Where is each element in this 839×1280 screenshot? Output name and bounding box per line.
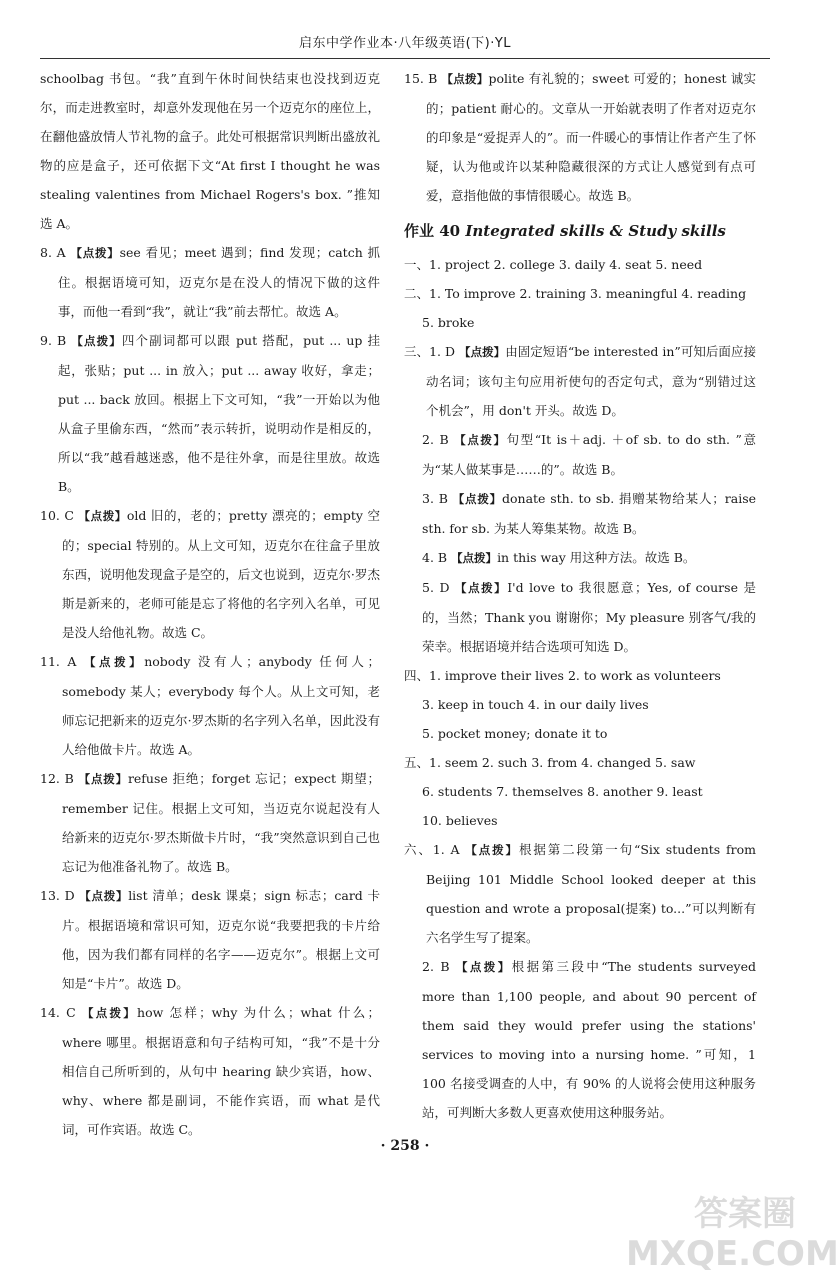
left-paragraph-4: 11. A 【点拨】nobody 没有人；anybody 任何人；somebody 某人；everybody 每个人。从上文可知，老师忘记把新来的迈克尔·罗杰斯的名字列入名单，因此没有人给他做卡片。故选 A。 [40,654,380,757]
right-paragraph-1: 二、1. To improve 2. training 3. meaningful 4. reading [404,286,747,301]
hint-tag: 【点拨】 [441,72,489,86]
right-column [404,64,756,1127]
right-paragraph-11: 五、1. seem 2. such 3. from 4. changed 5. saw [404,755,696,770]
right-paragraph-9: 3. keep in touch 4. in our daily lives [422,697,649,712]
section-label: 作业 40 [404,222,461,240]
answer-item-15: 15. B 【点拨】polite 有礼貌的；sweet 可爱的；honest 诚实的；patient 耐心的。文章从一开始就表明了作者对迈克尔的印象是“爱捉弄人的”。而一件暖心的事情让作者产生了怀疑，认为他或许以某种隐藏很深的方式让人感觉到有点可爱，意指他做的事情很暖心。故选 B。 [404,71,757,203]
left-paragraph-3: 10. C 【点拨】old 旧的，老的；pretty 漂亮的；empty 空的；special 特别的。从上文可知，迈克尔在往盒子里放东西，说明他发现盒子是空的，后文也说到，迈克尔·罗杰斯是新来的，老师可能是忘了将他的名字列入名单，可见是没人给他礼物。故选 C。 [40,508,380,640]
right-paragraph-13: 10. believes [422,813,498,828]
hint-tag: 【点拨】 [83,655,145,669]
page-header: 启东中学作业本·八年级英语(下)·YL [40,30,770,59]
hint-tag: 【点拨】 [455,581,508,595]
watermark-logo [626,1162,839,1274]
left-column [40,64,380,1144]
section-title [404,216,756,246]
hint-tag: 【点拨】 [455,960,512,974]
page-number: · 258 · [380,1138,430,1154]
left-paragraph-0: schoolbag 书包。“我”直到午休时间快结束也没找到迈克尔，而走进教室时，却意外发现他在另一个迈克尔的座位上，在翻他盛放情人节礼物的盒子。此处可根据常识判断出盛放礼物的应是盒子，还可依据下文“At first I thought he was stealing valentines from Michael Rogers's box. ”推知选 A。 [40,71,380,231]
right-paragraph-0: 一、1. project 2. college 3. daily 4. seat 5. need [404,257,703,272]
hint-tag: 【点拨】 [79,889,129,903]
hint-tag: 【点拨】 [71,334,122,348]
hint-tag: 【点拨】 [452,492,502,506]
right-paragraph-5: 3. B 【点拨】donate sth. to sb. 捐赠某物给某人；raise sth. for sb. 为某人筹集某物。故选 B。 [422,491,757,536]
left-paragraph-1: 8. A 【点拨】see 看见；meet 遇到；find 发现；catch 抓住。根据语境可知，迈克尔是在没人的情况下做的这件事，而他一看到“我”，就让“我”前去帮忙。故选 A。 [40,245,380,319]
right-paragraph-12: 6. students 7. themselves 8. another 9. least [422,784,703,799]
watermark-text: 答案圈 MXQE.COM [626,1194,839,1274]
hint-tag: 【点拨】 [451,551,498,565]
hint-tag: 【点拨】 [465,843,519,857]
right-paragraph-7: 5. D 【点拨】I'd love to 我很愿意；Yes, of course 是的，当然；Thank you 谢谢你；My pleasure 别客气/我的荣幸。根据语境并结合选项可知选 D。 [422,580,756,654]
hint-tag: 【点拨】 [459,345,506,359]
hint-tag: 【点拨】 [454,433,507,447]
right-paragraph-6: 4. B 【点拨】in this way 用这种方法。故选 B。 [422,550,696,565]
left-paragraph-6: 13. D 【点拨】list 清单；desk 课桌；sign 标志；card 卡片。根据语境和常识可知，迈克尔说“我要把我的卡片给他，因为我们都有同样的名字——迈克尔”。根据上文可知是“卡片”。故选 D。 [40,888,380,991]
hint-tag: 【点拨】 [70,246,120,260]
right-paragraph-14: 六、1. A 【点拨】根据第二段第一句“Six students from Beijing 101 Middle School looked deeper at this question and wrote a proposal(提案) to...”可以判断有六名学生写了提案。 [404,842,757,945]
right-paragraph-8: 四、1. improve their lives 2. to work as volunteers [404,668,721,683]
right-paragraph-15: 2. B 【点拨】根据第三段中“The students surveyed more than 1,100 people, and about 90 percent of them said they would prefer using the stations' services to moving into a nursing home. ”可知，1 100 名接受调查的人中，有 90% 的人说将会使用这种服务站，可判断大多数人更喜欢使用这种服务站。 [422,959,756,1120]
right-paragraph-4: 2. B 【点拨】句型“It is＋adj. ＋of sb. to do sth. ”意为“某人做某事是……的”。故选 B。 [422,432,757,477]
left-paragraph-2: 9. B 【点拨】四个副词都可以跟 put 搭配，put ... up 挂起，张贴；put ... in 放入；put ... away 收好，拿走；put ... back 放回。根据上下文可知，“我”一开始以为他从盒子里偷东西，“然而”表示转折，说明动作是相反的，所以“我”越看越迷惑，他不是往外拿，而是往里放。故选 B。 [40,333,381,494]
section-heading: Integrated skills & Study skills [465,222,726,240]
right-paragraph-2: 5. broke [422,315,475,330]
hint-tag: 【点拨】 [78,772,128,786]
right-answers [404,250,756,1127]
right-paragraph-3: 三、1. D 【点拨】由固定短语“be interested in”可知后面应接动名词；该句主句应用祈使句的否定句式，意为“别错过这个机会”，用 don't 开头。故选 D。 [404,344,756,418]
left-paragraph-5: 12. B 【点拨】refuse 拒绝；forget 忘记；expect 期望；remember 记住。根据上文可知，当迈克尔说起没有人给新来的迈克尔·罗杰斯做卡片时，“我”突然意识到自己也忘记为他准备礼物了。故选 B。 [40,771,381,874]
hint-tag: 【点拨】 [81,1006,138,1020]
left-paragraph-7: 14. C 【点拨】how 怎样；why 为什么；what 什么；where 哪里。根据语意和句子结构可知，“我”不是十分相信自己所听到的，从句中 hearing 缺少宾语，how、why、where 都是副词，不能作宾语，而 what 是代词，可作宾语。故选 C。 [40,1005,380,1137]
hint-tag: 【点拨】 [78,509,127,523]
right-paragraph-10: 5. pocket money; donate it to [422,726,608,741]
